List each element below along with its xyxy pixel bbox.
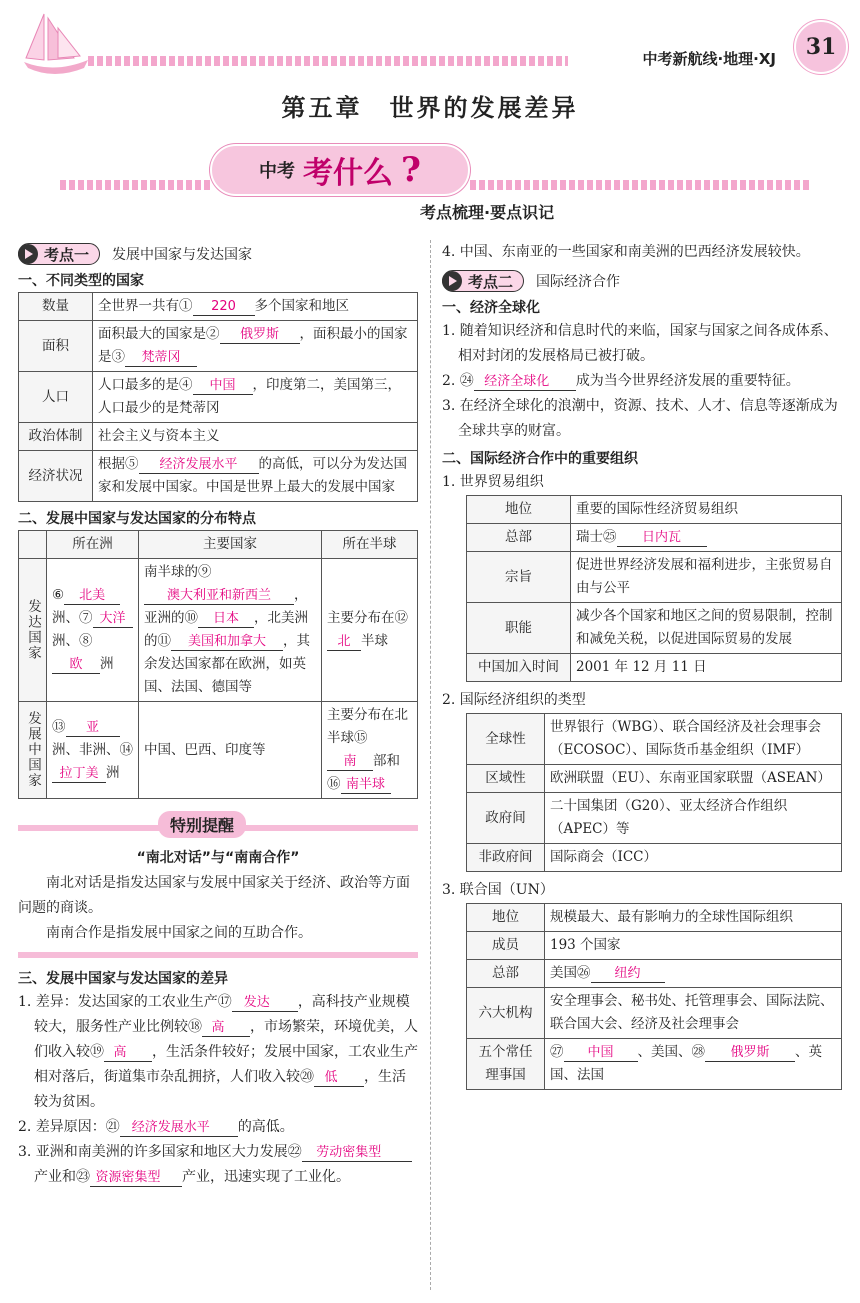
page-header [0, 0, 860, 90]
reminder-subtitle: “南北对话”与“南南合作” [136, 850, 300, 866]
table-row: 非政府间 国际商会（ICC） [467, 844, 842, 872]
banner-title: 考什么 [303, 156, 394, 191]
table-header-row: 所在洲 主要国家 所在半球 [19, 531, 418, 559]
org-item-1: 1. 世界贸易组织 [442, 474, 544, 490]
table-row: 数量 全世界一共有① 220 多个国家和地区 [19, 293, 418, 321]
table-row: 经济状况 根据⑤ 经济发展水平 的高低，可以分为发达国家和发展中国家。中国是世界上最大的发展中国家 [19, 451, 418, 502]
table-row: 面积 面积最大的国家是② 俄罗斯 ，面积最小的国家是③ 梵蒂冈 [19, 321, 418, 372]
kp2-tag: 考点二 [442, 270, 524, 292]
table-row: 总部 瑞士㉕ 日内瓦 [467, 524, 842, 552]
play-icon [442, 271, 462, 291]
un-table [466, 903, 842, 1090]
table-row: 五个常任理事国 ㉗ 中国 、美国、㉘ 俄罗斯 、英国、法国 [467, 1039, 842, 1090]
table-row: 人口 人口最多的是④ 中国 ，印度第二，美国第三，人口最少的是梵蒂冈 [19, 372, 418, 423]
kp2-heading [442, 269, 842, 293]
table-row: 全球性 世界银行（WBG）、联合国经济及社会理事会（ECOSOC）、国际货币基金组织（IMF） [467, 714, 842, 765]
special-reminder-box [18, 816, 418, 958]
page-number: 31 [794, 20, 848, 74]
running-header: 中考新航线·地理·XJ [642, 50, 776, 68]
chapter-title: 第五章 世界的发展差异 [281, 94, 579, 122]
banner-subtitle: 考点梳理·要点识记 [420, 203, 555, 222]
ship-logo-icon [14, 4, 94, 84]
table-row: 地位 重要的国际性经济贸易组织 [467, 496, 842, 524]
table-row: 政府间 二十国集团（G20）、亚太经济合作组织（APEC）等 [467, 793, 842, 844]
column-divider [430, 240, 431, 1290]
right-column [442, 240, 842, 1090]
banner-dots-right [470, 180, 810, 190]
kp1-tag: 考点一 [18, 243, 100, 265]
org-item-3: 3. 联合国（UN） [442, 882, 554, 898]
globalization-item-1: 1. 随着知识经济和信息时代的来临，国家与国家之间各成体系、相对封闭的发展格局已被打破。 [442, 323, 838, 364]
kp2-s1: 一、经济全球化 [442, 300, 540, 316]
table-row: 发展中国家 ⑬ 亚洲、非洲、⑭拉丁美 洲 中国、巴西、印度等 主要分布在北半球⑮南 部和⑯ 南半球 [19, 702, 418, 799]
kp1-heading [18, 242, 418, 266]
kp1-s3: 三、发展中国家与发达国家的差异 [18, 971, 228, 987]
kp2-title: 国际经济合作 [536, 274, 621, 290]
reminder-title: 特别提醒 [158, 811, 246, 838]
difference-item-2: 2. 差异原因：㉑ 经济发展水平 的高低。 [18, 1119, 294, 1135]
kp1-s1: 一、不同类型的国家 [18, 273, 144, 289]
kp2-s2: 二、国际经济合作中的重要组织 [442, 451, 638, 467]
globalization-item-2: 2. ㉔ 经济全球化 成为当今世界经济发展的重要特征。 [442, 373, 800, 389]
kp1-s2: 二、发展中国家与发达国家的分布特点 [18, 511, 256, 527]
table-row: 政治体制 社会主义与资本主义 [19, 423, 418, 451]
kp1-title: 发展中国家与发达国家 [112, 247, 253, 263]
table-row: 中国加入时间 2001 年 12 月 11 日 [467, 654, 842, 682]
country-types-table [18, 292, 418, 502]
difference-item-4: 4. 中国、东南亚的一些国家和南美洲的巴西经济发展较快。 [442, 244, 810, 260]
section-banner [210, 144, 470, 196]
header-dots [88, 56, 568, 66]
table-row: 职能 减少各个国家和地区之间的贸易限制，控制和减免关税，以促进国际贸易的发展 [467, 603, 842, 654]
difference-item-1: 1. 差异：发达国家的工农业生产⑰ 发达 ，高科技产业规模较大，服务性产业比例较⑱ 高 ，市场繁荣，环境优美，人们收入较⑲ 高 ，生活条件较好；发展中国家，工农业生产相对落后，街道集市杂乱拥挤，人们收入较⑳ 低 ，生活较为贫困。 [18, 994, 418, 1110]
table-row: 发达国家 ⑥ 北美洲、⑦ 大洋洲、⑧欧 洲 南半球的⑨澳大利亚和新西兰 ，亚洲的⑩ 日本 ，北美洲的⑪ 美国和加拿大 ，其余发达国家都在欧洲，如英国、法国、德国等 主要分布在⑫北 半球 [19, 559, 418, 702]
reminder-p2: 南南合作是指发展中国家之间的互助合作。 [46, 925, 312, 941]
banner-question: ? [401, 150, 421, 190]
table-row: 宗旨 促进世界经济发展和福利进步，主张贸易自由与公平 [467, 552, 842, 603]
table-row: 成员 193 个国家 [467, 932, 842, 960]
org-types-table [466, 713, 842, 872]
play-icon [18, 244, 38, 264]
table-row: 六大机构 安全理事会、秘书处、托管理事会、国际法院、联合国大会、经济及社会理事会 [467, 988, 842, 1039]
left-column [18, 240, 418, 1190]
table-row: 总部 美国㉖ 纽约 [467, 960, 842, 988]
table-row: 区域性 欧洲联盟（EU）、东南亚国家联盟（ASEAN） [467, 765, 842, 793]
org-item-2: 2. 国际经济组织的类型 [442, 692, 586, 708]
distribution-table [18, 530, 418, 799]
banner-dots-left [60, 180, 210, 190]
difference-item-3: 3. 亚洲和南美洲的许多国家和地区大力发展㉒ 劳动密集型产业和㉓ 资源密集型 产业，迅速实现了工业化。 [18, 1140, 418, 1190]
table-row: 地位 规模最大、最有影响力的全球性国际组织 [467, 904, 842, 932]
wto-table [466, 495, 842, 682]
globalization-item-3: 3. 在经济全球化的浪潮中，资源、技术、人才、信息等逐渐成为全球共享的财富。 [442, 398, 838, 439]
banner-zk: 中考 [259, 161, 296, 182]
reminder-p1: 南北对话是指发达国家与发展中国家关于经济、政治等方面问题的商谈。 [18, 875, 410, 916]
